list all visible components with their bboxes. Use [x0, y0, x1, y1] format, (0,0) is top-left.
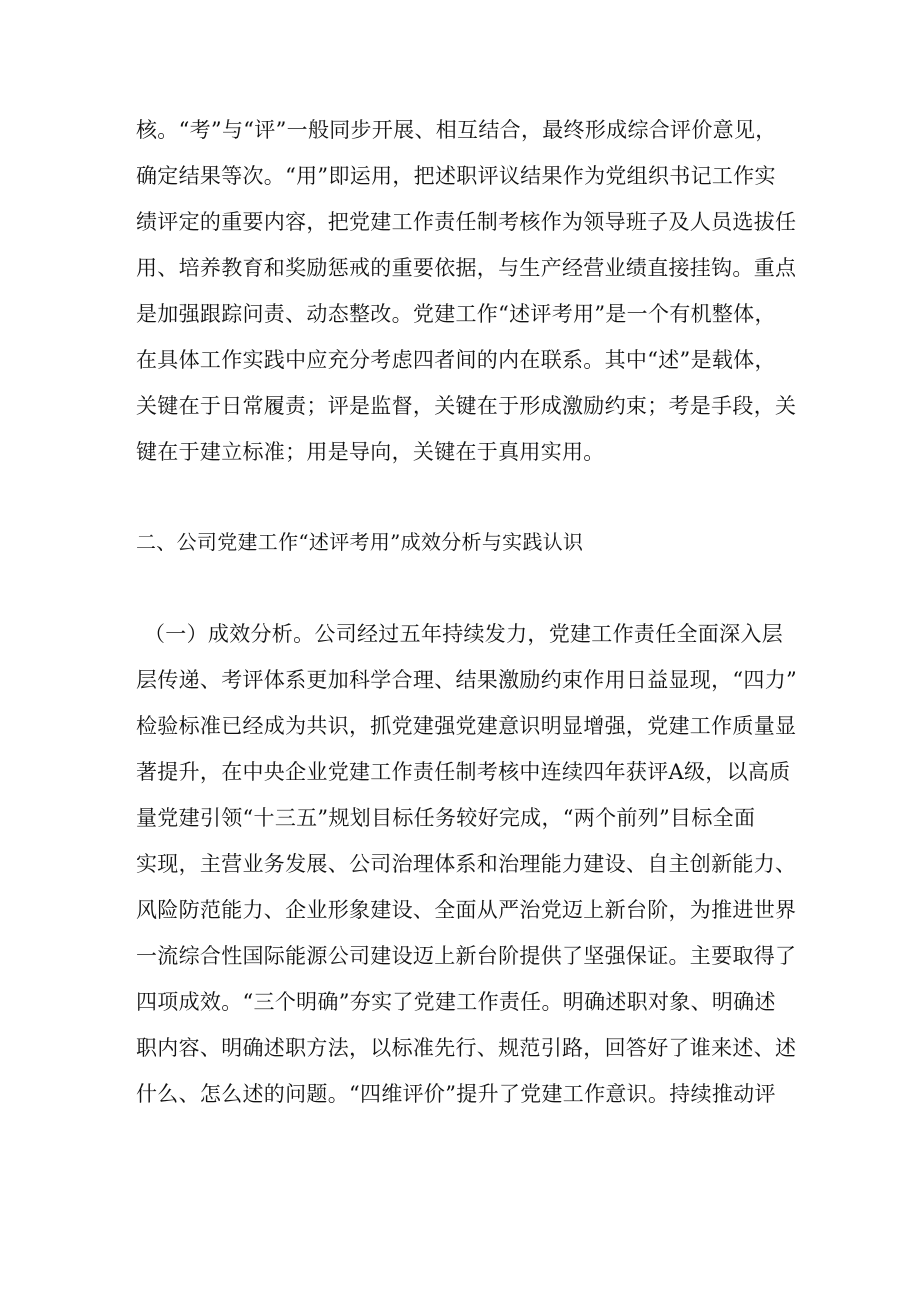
text-line: 确定结果等次。“用”即运用，把述职评议结果作为党组织书记工作实	[136, 164, 776, 188]
text-line: 著提升，在中央企业党建工作责任制考核中连续四年获评A级，以高质	[136, 760, 791, 784]
text-line: 层传递、考评体系更加科学合理、结果激励约束作用日益显现，“四力”	[136, 668, 798, 692]
section-heading: 二、公司党建工作“述评考用”成效分析与实践认识	[136, 530, 584, 554]
text-line: 职内容、明确述职方法，以标准先行、规范引路，回答好了谁来述、述	[136, 1036, 797, 1060]
text-line: 四项成效。“三个明确”夯实了党建工作责任。明确述职对象、明确述	[136, 990, 776, 1014]
text-line: 用、培养教育和奖励惩戒的重要依据，与生产经营业绩直接挂钩。重点	[136, 256, 797, 280]
text-line: 是加强跟踪问责、动态整改。党建工作“述评考用”是一个有机整体，	[136, 302, 776, 326]
text-line: 量党建引领“十三五”规划目标任务较好完成，“两个前列”目标全面	[136, 806, 756, 830]
text-line: 键在于建立标准；用是导向，关键在于真用实用。	[136, 440, 605, 464]
text-line: 风险防范能力、企业形象建设、全面从严治党迈上新台阶，为推进世界	[136, 898, 797, 922]
text-line: 实现，主营业务发展、公司治理体系和治理能力建设、自主创新能力、	[136, 852, 797, 876]
text-line: 检验标准已经成为共识，抓党建强党建意识明显增强，党建工作质量显	[136, 714, 797, 738]
text-line: 在具体工作实践中应充分考虑四者间的内在联系。其中“述”是载体，	[136, 348, 776, 372]
text-line: 一流综合性国际能源公司建设迈上新台阶提供了坚强保证。主要取得了	[136, 944, 797, 968]
text-line: 关键在于日常履责；评是监督，关键在于形成激励约束；考是手段，关	[136, 394, 797, 418]
text-line: 核。“考”与“评”一般同步开展、相互结合，最终形成综合评价意见，	[136, 118, 777, 142]
text-line: （一）成效分析。公司经过五年持续发力，党建工作责任全面深入层	[144, 622, 783, 646]
text-line: 什么、怎么述的问题。“四维评价”提升了党建工作意识。持续推动评	[136, 1082, 776, 1106]
text-line: 绩评定的重要内容，把党建工作责任制考核作为领导班子及人员选拔任	[136, 210, 797, 234]
